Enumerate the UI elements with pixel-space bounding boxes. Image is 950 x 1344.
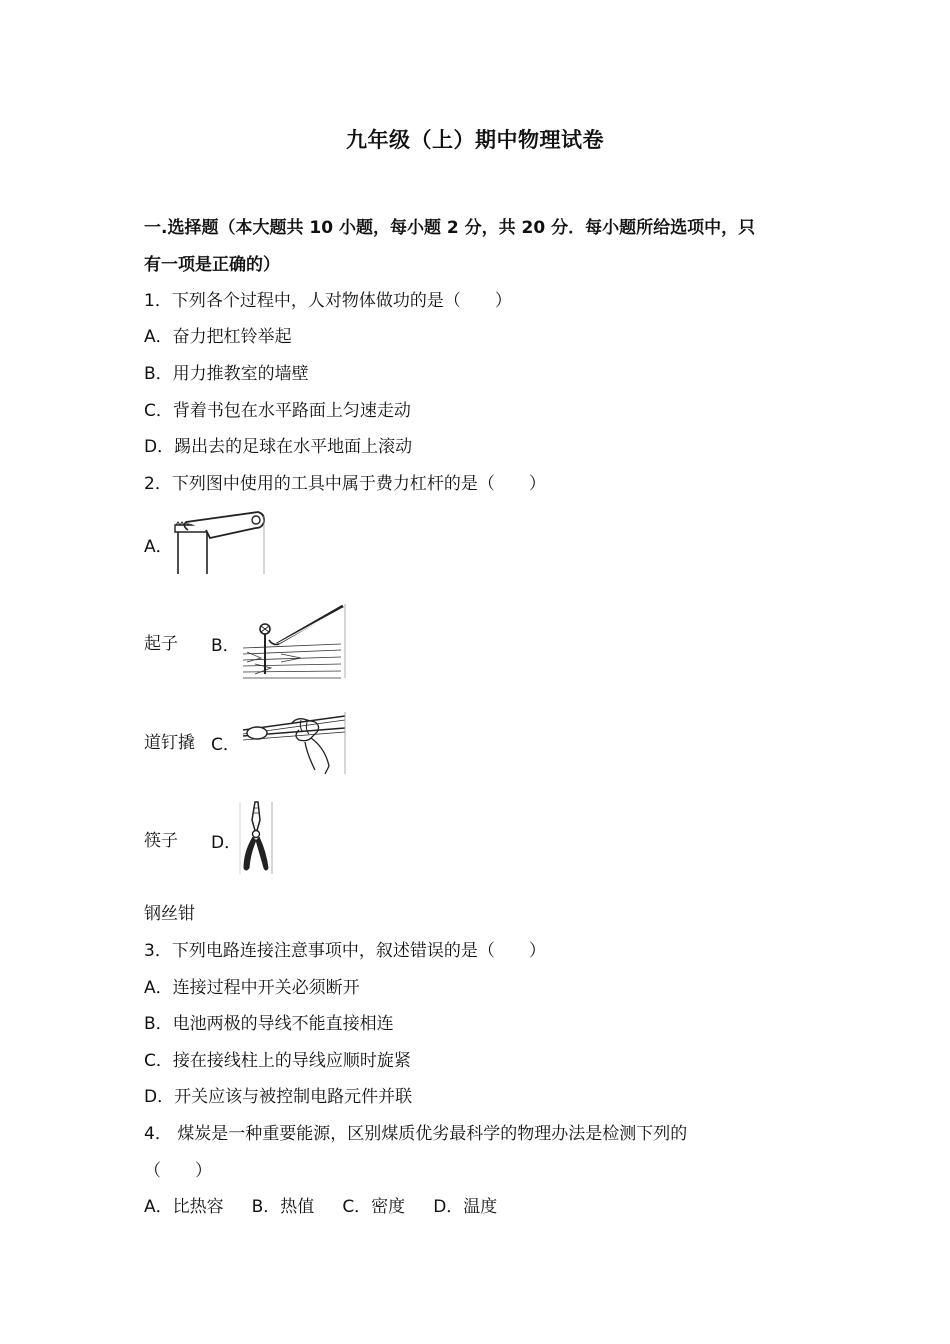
q4-blank: （ ） bbox=[144, 1161, 212, 1181]
section-heading-line1: 一.选择题（本大题共 10 小题，每小题 2 分，共 20 分．每小题所给选项中，只 bbox=[144, 218, 756, 238]
q2-stem: 2．下列图中使用的工具中属于费力杠杆的是（ ） bbox=[144, 474, 546, 494]
spike-lever-figure bbox=[241, 602, 347, 680]
q3-option-c: C．接在接线柱上的导线应顺时旋紧 bbox=[144, 1051, 411, 1071]
q1-option-a: A．奋力把杠铃举起 bbox=[144, 327, 292, 347]
q3-stem: 3．下列电路连接注意事项中，叙述错误的是（ ） bbox=[144, 941, 546, 961]
section-heading-line2: 有一项是正确的） bbox=[144, 255, 280, 275]
q1-stem: 1．下列各个过程中，人对物体做功的是（ ） bbox=[144, 291, 512, 311]
q2-option-a-label: A． bbox=[144, 537, 173, 557]
q2-option-c-label: C． bbox=[211, 735, 240, 755]
q2-option-b-label: B． bbox=[211, 636, 240, 656]
q2-caption-c: 筷子 bbox=[144, 831, 178, 851]
q4-option-b: B．热值 bbox=[251, 1197, 315, 1217]
q4-option-a: A．比热容 bbox=[144, 1197, 224, 1217]
pliers-figure bbox=[238, 800, 276, 876]
page-title: 九年级（上）期中物理试卷 bbox=[346, 128, 604, 152]
q2-caption-d: 钢丝钳 bbox=[144, 904, 195, 924]
q3-option-a: A．连接过程中开关必须断开 bbox=[144, 978, 360, 998]
q2-option-d-label: D． bbox=[211, 833, 242, 853]
q4-option-c: C．密度 bbox=[342, 1197, 406, 1217]
q1-option-c: C．背着书包在水平路面上匀速走动 bbox=[144, 401, 411, 421]
q1-option-b: B．用力推教室的墙壁 bbox=[144, 364, 309, 384]
chopsticks-figure bbox=[241, 708, 347, 776]
q4-stem: 4． 煤炭是一种重要能源，区别煤质优劣最科学的物理办法是检测下列的 bbox=[144, 1124, 688, 1144]
q2-caption-a: 起子 bbox=[144, 634, 178, 654]
bottle-opener-figure bbox=[170, 508, 266, 576]
q3-option-b: B．电池两极的导线不能直接相连 bbox=[144, 1014, 394, 1034]
q3-option-d: D．开关应该与被控制电路元件并联 bbox=[144, 1087, 413, 1107]
q4-option-d: D．温度 bbox=[433, 1197, 498, 1217]
q2-caption-b: 道钉撬 bbox=[144, 733, 195, 753]
q1-option-d: D．踢出去的足球在水平地面上滚动 bbox=[144, 437, 413, 457]
q4-options bbox=[144, 1195, 497, 1219]
